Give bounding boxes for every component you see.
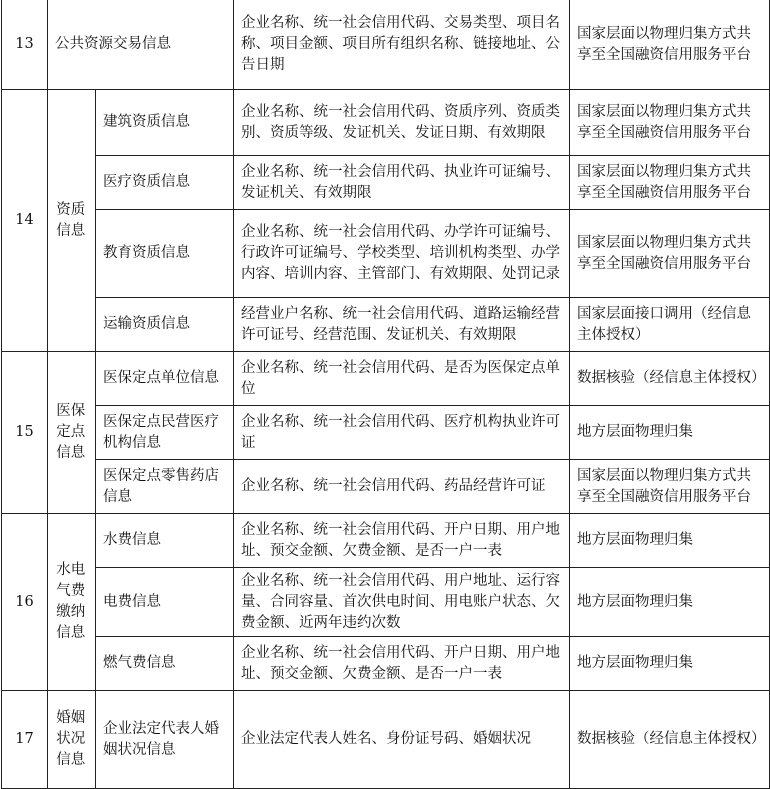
info-name: 医保定点单位信息 [96,352,234,406]
sharing-method: 国家层面以物理归集方式共享至全国融资信用服务平台 [570,460,770,514]
info-fields: 企业名称、统一社会信用代码、是否为医保定点单位 [234,352,570,406]
info-name: 燃气费信息 [96,637,234,691]
table-row [2,156,770,210]
table-row [2,210,770,298]
info-name: 企业法定代表人婚姻状况信息 [96,691,234,789]
credit-info-table [1,0,770,789]
sharing-method: 国家层面以物理归集方式共享至全国融资信用服务平台 [570,156,770,210]
sharing-method: 国家层面以物理归集方式共享至全国融资信用服务平台 [570,210,770,298]
sharing-method: 地方层面物理归集 [570,514,770,568]
table-row [2,637,770,691]
info-fields: 企业名称、统一社会信用代码、资质序列、资质类别、资质等级、发证机关、发证日期、有效期限 [234,90,570,156]
sharing-method: 数据核验（经信息主体授权） [570,352,770,406]
sharing-method: 地方层面物理归集 [570,406,770,460]
row-number: 14 [2,90,48,352]
info-name: 水费信息 [96,514,234,568]
info-fields: 企业名称、统一社会信用代码、开户日期、用户地址、预交金额、欠费金额、是否一户一表 [234,637,570,691]
info-fields: 企业名称、统一社会信用代码、执业许可证编号、发证机关、有效期限 [234,156,570,210]
info-name: 建筑资质信息 [96,90,234,156]
info-fields: 企业名称、统一社会信用代码、用户地址、运行容量、合同容量、首次供电时间、用电账户状态、欠费金额、近两年违约次数 [234,568,570,637]
info-fields: 企业名称、统一社会信用代码、交易类型、项目名称、项目金额、项目所有组织名称、链接地址、公告日期 [234,0,570,90]
sharing-method: 地方层面物理归集 [570,568,770,637]
category-cell [48,352,96,514]
info-fields: 企业名称、统一社会信用代码、药品经营许可证 [234,460,570,514]
category-cell [48,90,96,352]
info-fields: 企业名称、统一社会信用代码、开户日期、用户地址、预交金额、欠费金额、是否一户一表 [234,514,570,568]
row-number: 16 [2,514,48,691]
category-label: 婚姻状况信息 [56,710,86,768]
table-row [2,90,770,156]
category-label: 水电气费缴纳信息 [56,562,86,641]
category-cell [48,514,96,691]
table-row [2,514,770,568]
row-number: 17 [2,691,48,789]
sharing-method: 国家层面以物理归集方式共享至全国融资信用服务平台 [570,0,770,90]
info-name: 医疗资质信息 [96,156,234,210]
sharing-method: 国家层面以物理归集方式共享至全国融资信用服务平台 [570,90,770,156]
table-row [2,298,770,352]
info-name: 运输资质信息 [96,298,234,352]
info-name: 公共资源交易信息 [48,0,234,90]
info-name: 电费信息 [96,568,234,637]
row-number: 15 [2,352,48,514]
info-fields: 企业名称、统一社会信用代码、办学许可证编号、行政许可证编号、学校类型、培训机构类型、办学内容、培训内容、主管部门、有效期限、处罚记录 [234,210,570,298]
category-label: 医保定点信息 [56,403,86,461]
sharing-method: 数据核验（经信息主体授权） [570,691,770,789]
info-fields: 企业名称、统一社会信用代码、医疗机构执业许可证 [234,406,570,460]
table-row [2,568,770,637]
info-name: 医保定点民营医疗机构信息 [96,406,234,460]
category-cell [48,691,96,789]
sharing-method: 国家层面接口调用（经信息主体授权） [570,298,770,352]
info-name: 教育资质信息 [96,210,234,298]
category-label: 资质信息 [56,201,86,239]
table-row [2,691,770,789]
sharing-method: 地方层面物理归集 [570,637,770,691]
table-row [2,0,770,90]
info-fields: 企业法定代表人姓名、身份证号码、婚姻状况 [234,691,570,789]
row-number: 13 [2,0,48,90]
table-row [2,406,770,460]
table-row [2,460,770,514]
table-row [2,352,770,406]
info-fields: 经营业户名称、统一社会信用代码、道路运输经营许可证号、经营范围、发证机关、有效期限 [234,298,570,352]
info-name: 医保定点零售药店信息 [96,460,234,514]
